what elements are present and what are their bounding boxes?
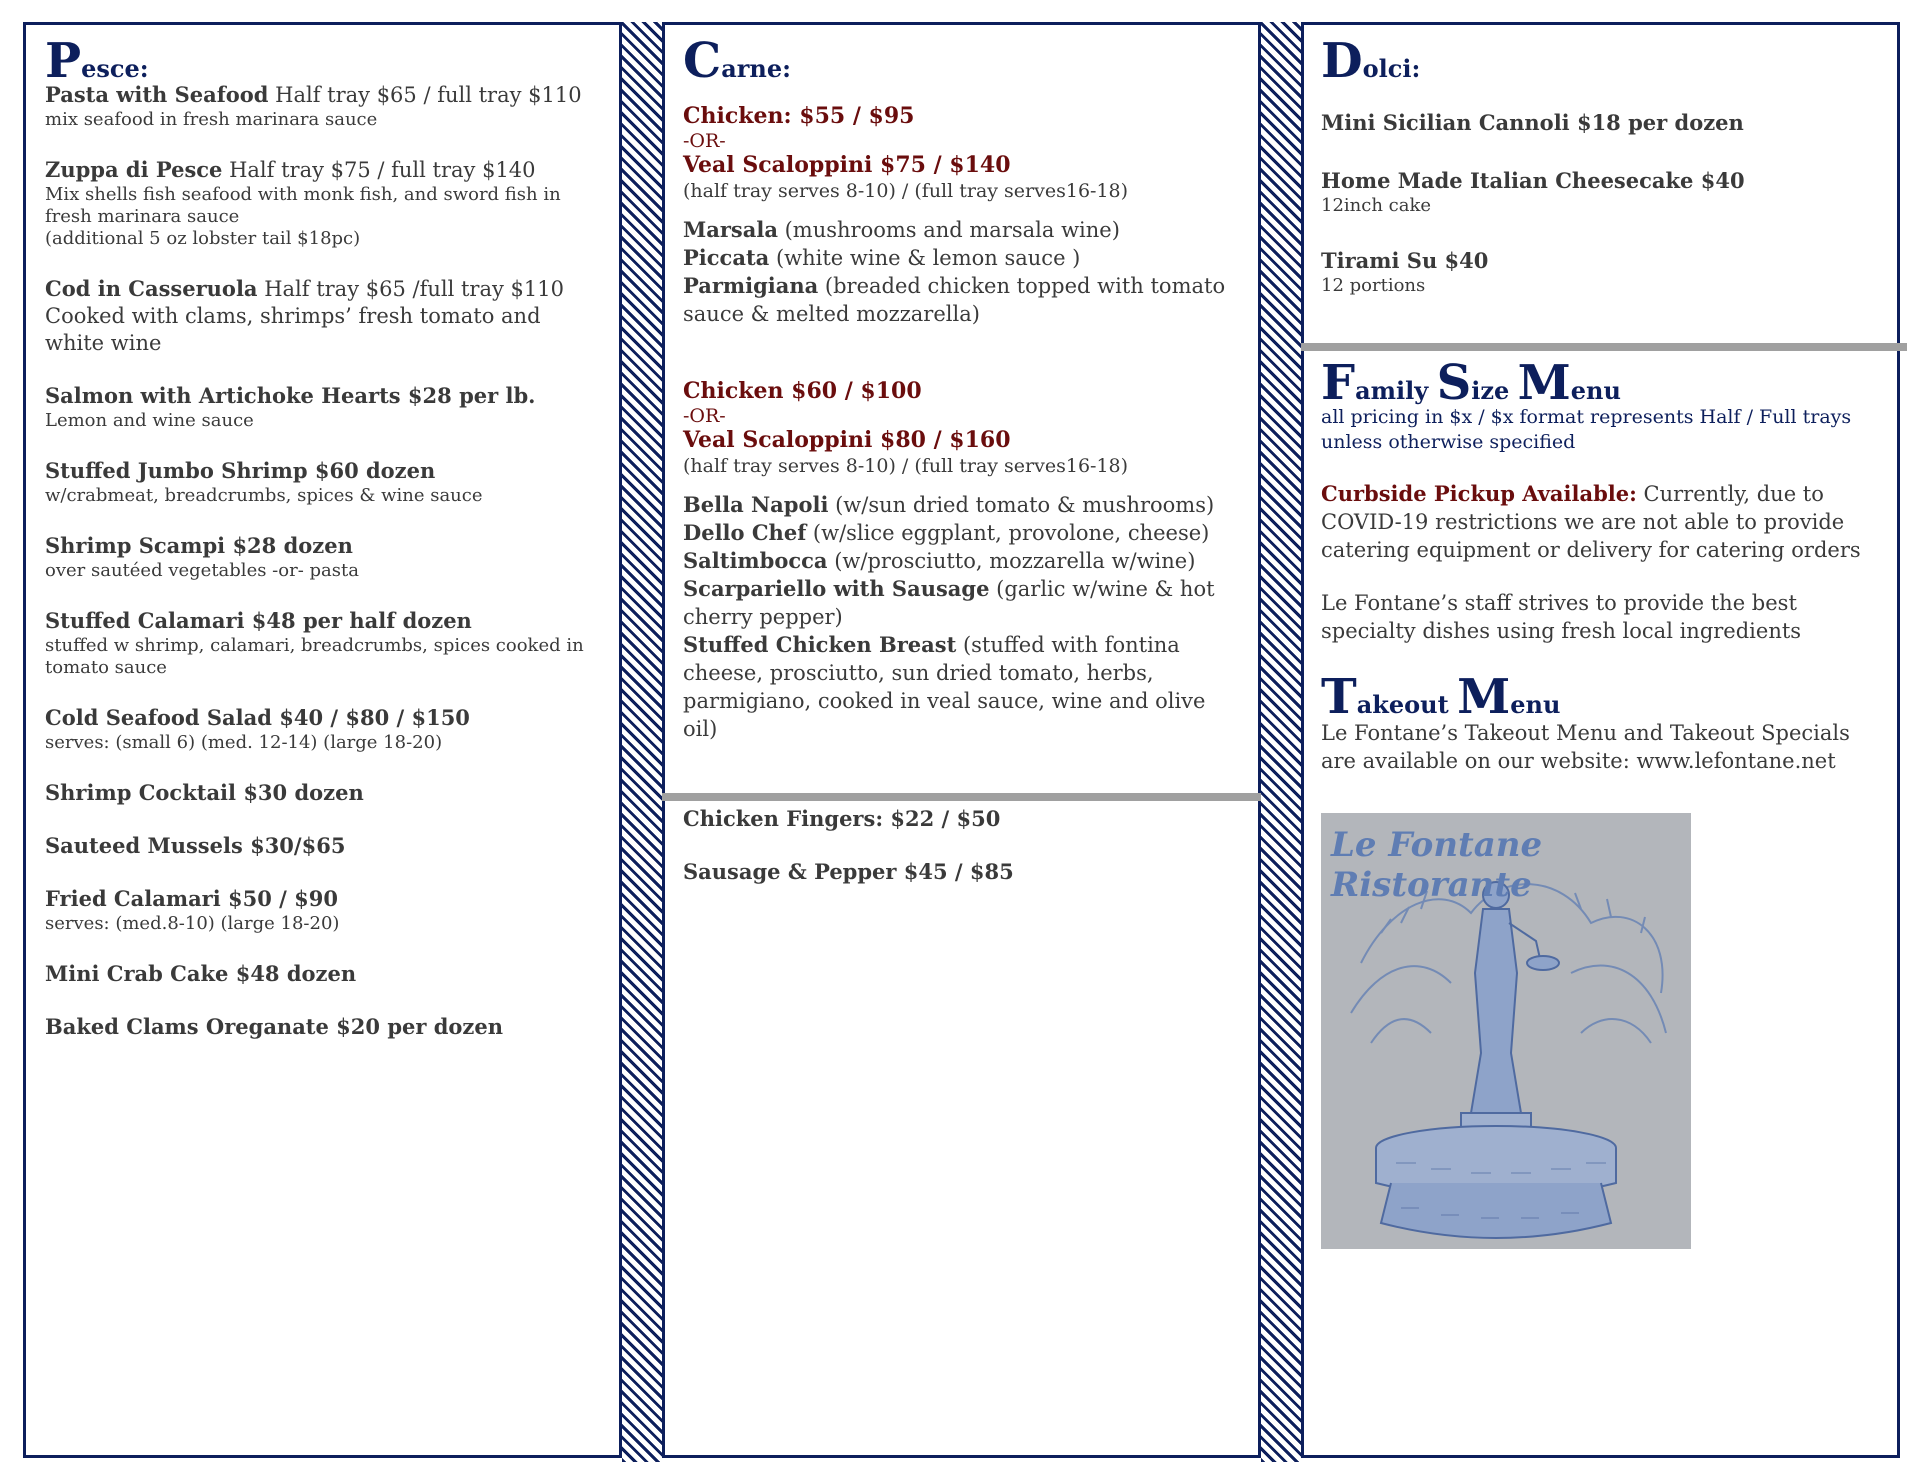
- or-label-1: -OR-: [683, 130, 726, 152]
- right-panel: [1301, 22, 1900, 1458]
- dolci-item-title: Mini Sicilian Cannoli $18 per dozen: [1321, 110, 1744, 135]
- pesce-item-desc: Cooked with clams, shrimps’ fresh tomato and white wine: [45, 304, 541, 355]
- sauce-option: Saltimbocca (w/prosciutto, mozzarella w/wine): [683, 548, 1196, 573]
- pesce-item: [45, 457, 601, 507]
- pesce-item-desc: serves: (med.8-10) (large 18-20): [45, 913, 340, 934]
- dolci-item: [1321, 247, 1881, 297]
- dolci-item: [1321, 167, 1881, 217]
- sauce-option: Bella Napoli (w/sun dried tomato & mushrooms): [683, 492, 1215, 517]
- serves-note-1: (half tray serves 8-10) / (full tray serves16-18): [683, 180, 1129, 202]
- dolci-item-desc: 12 portions: [1321, 275, 1426, 296]
- pesce-item: [45, 832, 601, 860]
- pesce-item-title: Zuppa di Pesce Half tray $75 / full tray $140: [45, 157, 536, 182]
- pesce-item-desc: stuffed w shrimp, calamari, breadcrumbs, spices cooked in tomato sauce: [45, 635, 584, 678]
- pesce-item-desc: over sautéed vegetables -or- pasta: [45, 560, 359, 581]
- pesce-item: [45, 1013, 601, 1041]
- veal-price-1: Veal Scaloppini $75 / $140: [683, 152, 1011, 178]
- pesce-item: [45, 960, 601, 988]
- pesce-item-desc: serves: (small 6) (med. 12-14) (large 18-20): [45, 732, 443, 753]
- sauce-option: Stuffed Chicken Breast (stuffed with fontina cheese, prosciutto, sun dried tomato, herbs, parmigiano, cooked in veal sauce, wine and olive oil): [683, 632, 1206, 741]
- pesce-item-list: [45, 81, 601, 1041]
- sauce-option: Marsala (mushrooms and marsala wine): [683, 217, 1120, 242]
- pesce-item-title: Stuffed Jumbo Shrimp $60 dozen: [45, 458, 436, 483]
- pesce-item-desc: w/crabmeat, breadcrumbs, spices & wine sauce: [45, 485, 483, 506]
- pesce-item-title: Fried Calamari $50 / $90: [45, 886, 338, 911]
- stripe-separator-right: [1261, 22, 1301, 1462]
- dolci-item: [1321, 109, 1881, 137]
- pesce-item-title: Baked Clams Oreganate $20 per dozen: [45, 1014, 503, 1039]
- dolci-divider: [1301, 343, 1907, 351]
- pesce-item: [45, 885, 601, 935]
- dolci-heading: Dolci:: [1321, 33, 1421, 89]
- extra-item-chicken-fingers: Chicken Fingers: $22 / $50: [683, 806, 1001, 831]
- takeout-heading: Takeout Menu: [1321, 669, 1561, 725]
- pesce-item: [45, 382, 601, 432]
- chicken-price-2: Chicken $60 / $100: [683, 378, 922, 404]
- chicken-price-1: Chicken: $55 / $95: [683, 103, 915, 129]
- dolci-item-title: Tirami Su $40: [1321, 248, 1489, 273]
- carne-panel: [662, 22, 1261, 1458]
- pesce-item: [45, 275, 601, 357]
- curbside-text: Currently, due to COVID-19 restrictions we are not able to provide catering equipment or delivery for catering orders: [1321, 482, 1861, 562]
- pesce-item-title: Salmon with Artichoke Hearts $28 per lb.: [45, 383, 536, 408]
- pesce-item-title: Cod in Casseruola Half tray $65 /full tray $110: [45, 276, 564, 301]
- dolci-item-title: Home Made Italian Cheesecake $40: [1321, 168, 1745, 193]
- carne-divider: [662, 793, 1261, 801]
- pesce-item-title: Mini Crab Cake $48 dozen: [45, 961, 357, 986]
- pesce-item: [45, 156, 601, 250]
- curbside-paragraph: [1321, 480, 1886, 564]
- serves-note-2: (half tray serves 8-10) / (full tray serves16-18): [683, 455, 1129, 477]
- carne-group-1: [683, 103, 1240, 328]
- veal-price-2: Veal Scaloppini $80 / $160: [683, 427, 1011, 453]
- staff-paragraph: Le Fontane’s staff strives to provide the best specialty dishes using fresh local ingredients: [1321, 591, 1802, 643]
- pesce-item-desc: Lemon and wine sauce: [45, 410, 254, 431]
- pesce-item: [45, 81, 601, 131]
- pesce-item-title: Shrimp Scampi $28 dozen: [45, 533, 353, 558]
- sauce-option: Dello Chef (w/slice eggplant, provolone, cheese): [683, 520, 1210, 545]
- sauce-option: Parmigiana (breaded chicken topped with tomato sauce & melted mozzarella): [683, 273, 1226, 326]
- takeout-text: Le Fontane’s Takeout Menu and Takeout Specials are available on our website: www.lefontane.net: [1321, 721, 1850, 773]
- pesce-item-desc: mix seafood in fresh marinara sauce: [45, 109, 378, 130]
- carne-heading: Carne:: [683, 33, 791, 89]
- pesce-item: [45, 704, 601, 754]
- restaurant-logo-illustration: [1321, 813, 1691, 1249]
- or-label-2: -OR-: [683, 405, 726, 427]
- sauce-list-1: [683, 216, 1240, 328]
- pricing-note: all pricing in $x / $x format represents Half / Full trays unless otherwise specified: [1321, 406, 1852, 453]
- family-heading: Family Size Menu: [1321, 355, 1621, 411]
- carne-group-2: [683, 378, 1240, 743]
- pesce-heading: Pesce:: [45, 33, 149, 89]
- dolci-item-desc: 12inch cake: [1321, 195, 1432, 216]
- dolci-section: [1321, 33, 1881, 327]
- stripe-separator-left: [622, 22, 662, 1462]
- pesce-item-note: (additional 5 oz lobster tail $18pc): [45, 228, 361, 249]
- pesce-panel: [23, 22, 622, 1458]
- pesce-item: [45, 779, 601, 807]
- sauce-option: Scarpariello with Sausage (garlic w/wine & hot cherry pepper): [683, 576, 1215, 629]
- dolci-item-list: [1321, 109, 1881, 297]
- family-section: [1321, 355, 1886, 775]
- extra-item-sausage-pepper: Sausage & Pepper $45 / $85: [683, 859, 1014, 884]
- sauce-list-2: [683, 491, 1240, 743]
- pesce-item-title: Cold Seafood Salad $40 / $80 / $150: [45, 705, 470, 730]
- curbside-label: Curbside Pickup Available:: [1321, 481, 1637, 506]
- pesce-item-title: Sauteed Mussels $30/$65: [45, 833, 346, 858]
- pesce-item-title: Stuffed Calamari $48 per half dozen: [45, 608, 472, 633]
- pesce-item-title: Shrimp Cocktail $30 dozen: [45, 780, 364, 805]
- pesce-item: [45, 532, 601, 582]
- logo-text: Le Fontane Ristorante: [1331, 825, 1543, 905]
- pesce-item-desc: Mix shells fish seafood with monk fish, and sword fish in fresh marinara sauce: [45, 184, 561, 227]
- pesce-item-title: Pasta with Seafood Half tray $65 / full tray $110: [45, 82, 582, 107]
- sauce-option: Piccata (white wine & lemon sauce ): [683, 245, 1081, 270]
- pesce-item: [45, 607, 601, 679]
